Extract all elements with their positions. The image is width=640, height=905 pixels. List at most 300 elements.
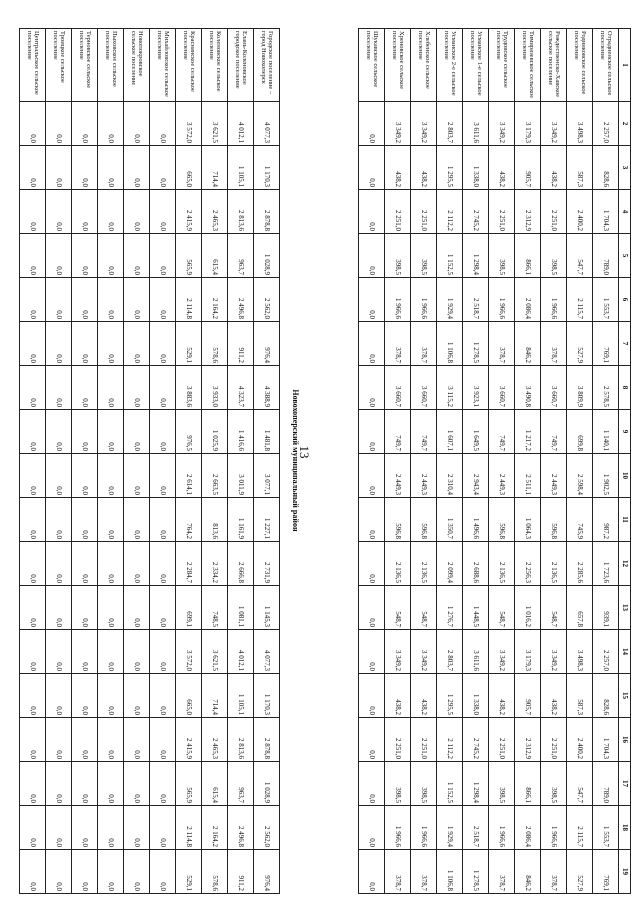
value-cell: 0,0 bbox=[72, 278, 98, 322]
value-cell: 0,0 bbox=[124, 762, 150, 806]
value-cell: 1 448,5 bbox=[463, 586, 489, 630]
value-cell: 3 349,2 bbox=[541, 102, 567, 146]
value-cell: 813,6 bbox=[202, 498, 228, 542]
value-cell: 1 140,1 bbox=[593, 410, 619, 454]
value-cell: 1 966,6 bbox=[411, 278, 437, 322]
value-cell: 1 929,4 bbox=[437, 806, 463, 850]
value-cell: 578,6 bbox=[202, 322, 228, 366]
value-cell: 2 878,8 bbox=[254, 718, 280, 762]
value-cell: 1 929,4 bbox=[437, 278, 463, 322]
value-cell: 4 077,3 bbox=[254, 630, 280, 674]
value-cell: 596,8 bbox=[541, 498, 567, 542]
value-cell: 0,0 bbox=[98, 850, 124, 894]
value-cell: 2 136,5 bbox=[411, 542, 437, 586]
value-cell: 2 518,7 bbox=[463, 278, 489, 322]
value-cell: 615,4 bbox=[202, 234, 228, 278]
value-cell: 0,0 bbox=[72, 146, 98, 190]
value-cell: 1 966,6 bbox=[385, 806, 411, 850]
value-cell: 2 878,8 bbox=[254, 190, 280, 234]
value-cell: 529,1 bbox=[176, 322, 202, 366]
value-cell: 1 278,5 bbox=[463, 322, 489, 366]
column-header: 18 bbox=[619, 806, 631, 850]
table-body bbox=[20, 29, 280, 894]
value-cell: 2 251,0 bbox=[385, 718, 411, 762]
value-cell: 0,0 bbox=[98, 278, 124, 322]
value-cell: 0,0 bbox=[359, 410, 385, 454]
value-cell: 3 349,2 bbox=[385, 630, 411, 674]
table-row bbox=[515, 29, 541, 894]
value-cell: 749,7 bbox=[411, 410, 437, 454]
value-cell: 748,5 bbox=[202, 586, 228, 630]
settlement-name-cell: Хлебенское сельское поселение bbox=[411, 29, 437, 102]
value-cell: 0,0 bbox=[20, 366, 46, 410]
value-cell: 2 164,2 bbox=[202, 806, 228, 850]
value-cell: 2 666,8 bbox=[228, 542, 254, 586]
column-header: 12 bbox=[619, 542, 631, 586]
value-cell: 2 745,2 bbox=[463, 718, 489, 762]
value-cell: 527,9 bbox=[567, 322, 593, 366]
value-cell: 4 388,9 bbox=[254, 366, 280, 410]
value-cell: 1 704,3 bbox=[593, 190, 619, 234]
value-cell: 0,0 bbox=[150, 630, 176, 674]
value-cell: 3 498,3 bbox=[567, 630, 593, 674]
value-cell: 0,0 bbox=[124, 718, 150, 762]
value-cell: 2 251,0 bbox=[541, 718, 567, 762]
value-cell: 1 350,7 bbox=[437, 498, 463, 542]
value-cell: 0,0 bbox=[359, 146, 385, 190]
value-cell: 0,0 bbox=[20, 718, 46, 762]
value-cell: 2 114,8 bbox=[176, 278, 202, 322]
value-cell: 657,8 bbox=[567, 586, 593, 630]
settlement-name-cell: Пыховское сельское поселение bbox=[98, 29, 124, 102]
value-cell: 0,0 bbox=[98, 146, 124, 190]
value-cell: 3 349,2 bbox=[489, 102, 515, 146]
value-cell: 1 028,9 bbox=[254, 762, 280, 806]
value-cell: 2 400,2 bbox=[567, 718, 593, 762]
value-cell: 749,7 bbox=[489, 410, 515, 454]
value-cell: 2 334,2 bbox=[202, 542, 228, 586]
value-cell: 0,0 bbox=[150, 278, 176, 322]
value-cell: 1 298,4 bbox=[463, 234, 489, 278]
value-cell: 0,0 bbox=[72, 322, 98, 366]
column-header: 5 bbox=[619, 234, 631, 278]
value-cell: 1 152,5 bbox=[437, 762, 463, 806]
value-cell: 1 966,6 bbox=[489, 278, 515, 322]
value-cell: 2 251,0 bbox=[411, 718, 437, 762]
value-cell: 0,0 bbox=[72, 454, 98, 498]
value-cell: 963,7 bbox=[228, 762, 254, 806]
value-cell: 2 086,4 bbox=[515, 806, 541, 850]
column-header: 6 bbox=[619, 278, 631, 322]
value-cell: 587,3 bbox=[567, 674, 593, 718]
value-cell: 2 251,0 bbox=[541, 190, 567, 234]
value-cell: 749,7 bbox=[385, 410, 411, 454]
value-cell: 1 704,3 bbox=[593, 718, 619, 762]
value-cell: 1 064,3 bbox=[515, 498, 541, 542]
value-cell: 596,8 bbox=[411, 498, 437, 542]
value-cell: 3 933,0 bbox=[202, 366, 228, 410]
value-cell: 976,5 bbox=[176, 410, 202, 454]
value-cell: 0,0 bbox=[20, 102, 46, 146]
value-cell: 547,7 bbox=[567, 234, 593, 278]
value-cell: 2 251,0 bbox=[489, 718, 515, 762]
page-number: 13 bbox=[297, 445, 312, 459]
value-cell: 0,0 bbox=[124, 454, 150, 498]
value-cell: 0,0 bbox=[98, 410, 124, 454]
value-cell: 378,7 bbox=[541, 322, 567, 366]
value-cell: 0,0 bbox=[20, 674, 46, 718]
value-cell: 846,2 bbox=[515, 850, 541, 894]
value-cell: 2 511,1 bbox=[515, 454, 541, 498]
value-cell: 0,0 bbox=[150, 542, 176, 586]
value-cell: 0,0 bbox=[98, 498, 124, 542]
value-cell: 438,2 bbox=[489, 674, 515, 718]
value-cell: 2 312,9 bbox=[515, 190, 541, 234]
value-cell: 0,0 bbox=[72, 542, 98, 586]
value-cell: 0,0 bbox=[150, 410, 176, 454]
value-cell: 565,9 bbox=[176, 234, 202, 278]
table-row bbox=[593, 29, 619, 894]
value-cell: 0,0 bbox=[46, 454, 72, 498]
value-cell: 2 112,2 bbox=[437, 190, 463, 234]
settlement-name-cell: Елань-Коленовское городское поселение bbox=[228, 29, 254, 102]
value-cell: 0,0 bbox=[72, 190, 98, 234]
value-cell: 1 496,6 bbox=[463, 498, 489, 542]
value-cell: 378,7 bbox=[411, 322, 437, 366]
value-cell: 0,0 bbox=[20, 850, 46, 894]
column-header: 7 bbox=[619, 322, 631, 366]
value-cell: 3 349,2 bbox=[411, 102, 437, 146]
value-cell: 1 338,0 bbox=[463, 674, 489, 718]
value-cell: 4 323,7 bbox=[228, 366, 254, 410]
value-cell: 1 607,1 bbox=[437, 410, 463, 454]
value-cell: 0,0 bbox=[124, 366, 150, 410]
value-cell: 0,0 bbox=[150, 234, 176, 278]
value-cell: 2 164,2 bbox=[202, 278, 228, 322]
value-cell: 0,0 bbox=[150, 850, 176, 894]
value-cell: 1 081,1 bbox=[228, 586, 254, 630]
value-cell: 0,0 bbox=[72, 102, 98, 146]
value-cell: 1 966,6 bbox=[541, 806, 567, 850]
value-cell: 0,0 bbox=[359, 322, 385, 366]
table-row bbox=[20, 29, 46, 894]
value-cell: 2 813,6 bbox=[228, 190, 254, 234]
table-row bbox=[359, 29, 385, 894]
value-cell: 905,7 bbox=[515, 674, 541, 718]
value-cell: 0,0 bbox=[124, 234, 150, 278]
value-cell: 0,0 bbox=[359, 454, 385, 498]
value-cell: 3 660,7 bbox=[385, 366, 411, 410]
value-cell: 2 663,5 bbox=[202, 454, 228, 498]
value-cell: 0,0 bbox=[98, 234, 124, 278]
value-cell: 699,8 bbox=[567, 410, 593, 454]
value-cell: 1 161,9 bbox=[228, 498, 254, 542]
value-cell: 3 621,5 bbox=[202, 630, 228, 674]
value-cell: 3 349,2 bbox=[385, 102, 411, 146]
value-cell: 2 257,0 bbox=[593, 630, 619, 674]
column-header: 13 bbox=[619, 586, 631, 630]
value-cell: 2 115,7 bbox=[567, 278, 593, 322]
value-cell: 0,0 bbox=[359, 630, 385, 674]
value-cell: 547,7 bbox=[567, 762, 593, 806]
value-cell: 714,4 bbox=[202, 146, 228, 190]
value-cell: 3 349,2 bbox=[411, 630, 437, 674]
value-cell: 0,0 bbox=[46, 718, 72, 762]
value-cell: 0,0 bbox=[150, 322, 176, 366]
value-cell: 398,5 bbox=[411, 762, 437, 806]
value-cell: 0,0 bbox=[359, 586, 385, 630]
value-cell: 0,0 bbox=[46, 102, 72, 146]
value-cell: 789,0 bbox=[593, 234, 619, 278]
value-cell: 2 496,8 bbox=[228, 806, 254, 850]
settlement-name-cell: Михайловское сельское поселение bbox=[150, 29, 176, 102]
settlement-name-cell: Шукавское сельское поселение bbox=[359, 29, 385, 102]
value-cell: 0,0 bbox=[46, 542, 72, 586]
value-cell: 2 688,6 bbox=[463, 542, 489, 586]
table-row bbox=[385, 29, 411, 894]
value-cell: 438,2 bbox=[489, 146, 515, 190]
settlement-name-cell: Городское поселение – город Новохоперск bbox=[254, 29, 280, 102]
value-cell: 2 115,7 bbox=[567, 806, 593, 850]
value-cell: 0,0 bbox=[20, 146, 46, 190]
value-cell: 0,0 bbox=[150, 718, 176, 762]
value-cell: 2 415,9 bbox=[176, 718, 202, 762]
value-cell: 976,4 bbox=[254, 850, 280, 894]
table-row bbox=[150, 29, 176, 894]
value-cell: 2 449,3 bbox=[385, 454, 411, 498]
value-cell: 438,2 bbox=[411, 674, 437, 718]
value-cell: 1 902,5 bbox=[593, 454, 619, 498]
value-cell: 0,0 bbox=[46, 366, 72, 410]
value-cell: 2 614,1 bbox=[176, 454, 202, 498]
value-cell: 0,0 bbox=[46, 586, 72, 630]
table-row bbox=[46, 29, 72, 894]
value-cell: 2 251,0 bbox=[489, 190, 515, 234]
value-cell: 2 449,3 bbox=[489, 454, 515, 498]
value-cell: 0,0 bbox=[20, 586, 46, 630]
value-cell: 4 012,1 bbox=[228, 630, 254, 674]
table-row bbox=[437, 29, 463, 894]
value-cell: 438,2 bbox=[385, 146, 411, 190]
value-cell: 2 257,0 bbox=[593, 102, 619, 146]
value-cell: 0,0 bbox=[124, 586, 150, 630]
value-cell: 0,0 bbox=[72, 234, 98, 278]
value-cell: 587,3 bbox=[567, 146, 593, 190]
value-cell: 3 115,2 bbox=[437, 366, 463, 410]
value-cell: 2 112,2 bbox=[437, 718, 463, 762]
value-cell: 0,0 bbox=[72, 674, 98, 718]
value-cell: 1 276,7 bbox=[437, 586, 463, 630]
value-cell: 0,0 bbox=[359, 542, 385, 586]
column-header: 8 bbox=[619, 366, 631, 410]
value-cell: 1 170,3 bbox=[254, 674, 280, 718]
value-cell: 939,1 bbox=[593, 586, 619, 630]
value-cell: 4 077,3 bbox=[254, 102, 280, 146]
value-cell: 745,9 bbox=[567, 498, 593, 542]
value-cell: 1 025,9 bbox=[202, 410, 228, 454]
value-cell: 764,2 bbox=[176, 498, 202, 542]
value-cell: 0,0 bbox=[98, 454, 124, 498]
value-cell: 438,2 bbox=[385, 674, 411, 718]
value-cell: 3 572,0 bbox=[176, 630, 202, 674]
value-cell: 398,5 bbox=[411, 234, 437, 278]
value-cell: 976,4 bbox=[254, 322, 280, 366]
value-cell: 398,5 bbox=[489, 234, 515, 278]
table-row bbox=[463, 29, 489, 894]
settlement-name-cell: Отрадненское сельское поселение bbox=[593, 29, 619, 102]
value-cell: 0,0 bbox=[150, 146, 176, 190]
value-cell: 0,0 bbox=[359, 278, 385, 322]
table-row bbox=[489, 29, 515, 894]
value-cell: 2 598,4 bbox=[567, 454, 593, 498]
value-cell: 1 649,5 bbox=[463, 410, 489, 454]
value-cell: 0,0 bbox=[124, 410, 150, 454]
value-cell: 2 310,4 bbox=[437, 454, 463, 498]
value-cell: 1 416,6 bbox=[228, 410, 254, 454]
table-row bbox=[202, 29, 228, 894]
value-cell: 0,0 bbox=[359, 234, 385, 278]
value-cell: 1 298,4 bbox=[463, 762, 489, 806]
value-cell: 0,0 bbox=[72, 586, 98, 630]
value-cell: 3 498,3 bbox=[567, 102, 593, 146]
value-cell: 1 170,3 bbox=[254, 146, 280, 190]
value-cell: 0,0 bbox=[124, 674, 150, 718]
value-cell: 1 106,8 bbox=[437, 322, 463, 366]
settlement-name-cell: Хреновское сельское поселение bbox=[385, 29, 411, 102]
value-cell: 0,0 bbox=[20, 630, 46, 674]
value-cell: 2 496,8 bbox=[228, 278, 254, 322]
table-row bbox=[72, 29, 98, 894]
column-header: 16 bbox=[619, 718, 631, 762]
value-cell: 2 518,7 bbox=[463, 806, 489, 850]
value-cell: 378,7 bbox=[541, 850, 567, 894]
value-cell: 0,0 bbox=[98, 322, 124, 366]
value-cell: 2 562,0 bbox=[254, 278, 280, 322]
value-cell: 1 481,8 bbox=[254, 410, 280, 454]
value-cell: 699,1 bbox=[176, 586, 202, 630]
value-cell: 398,5 bbox=[541, 234, 567, 278]
value-cell: 911,2 bbox=[228, 322, 254, 366]
value-cell: 548,7 bbox=[541, 586, 567, 630]
value-cell: 0,0 bbox=[150, 454, 176, 498]
value-cell: 0,0 bbox=[150, 366, 176, 410]
value-cell: 378,7 bbox=[489, 322, 515, 366]
value-cell: 0,0 bbox=[46, 410, 72, 454]
table-row bbox=[541, 29, 567, 894]
value-cell: 963,7 bbox=[228, 234, 254, 278]
value-cell: 2 114,8 bbox=[176, 806, 202, 850]
value-cell: 769,1 bbox=[593, 322, 619, 366]
value-cell: 378,7 bbox=[385, 850, 411, 894]
value-cell: 398,5 bbox=[385, 762, 411, 806]
value-cell: 3 349,2 bbox=[541, 630, 567, 674]
value-cell: 378,7 bbox=[411, 850, 437, 894]
value-cell: 3 011,9 bbox=[228, 454, 254, 498]
value-cell: 2 449,3 bbox=[411, 454, 437, 498]
value-cell: 3 923,1 bbox=[463, 366, 489, 410]
value-cell: 378,7 bbox=[385, 322, 411, 366]
value-cell: 0,0 bbox=[20, 322, 46, 366]
value-cell: 0,0 bbox=[124, 806, 150, 850]
value-cell: 0,0 bbox=[98, 586, 124, 630]
column-header: 10 bbox=[619, 454, 631, 498]
table-part-2 bbox=[19, 28, 280, 894]
value-cell: 0,0 bbox=[98, 542, 124, 586]
settlement-name-cell: Рождественско-Хавское сельское поселение bbox=[541, 29, 567, 102]
value-cell: 438,2 bbox=[541, 146, 567, 190]
column-header: 9 bbox=[619, 410, 631, 454]
table-row bbox=[411, 29, 437, 894]
value-cell: 0,0 bbox=[20, 234, 46, 278]
value-cell: 1 723,6 bbox=[593, 542, 619, 586]
settlement-name-cell: Троицкое сельское поселение bbox=[46, 29, 72, 102]
value-cell: 3 611,6 bbox=[463, 630, 489, 674]
value-cell: 548,7 bbox=[411, 586, 437, 630]
value-cell: 0,0 bbox=[359, 498, 385, 542]
value-cell: 714,4 bbox=[202, 674, 228, 718]
value-cell: 4 012,1 bbox=[228, 102, 254, 146]
value-cell: 0,0 bbox=[46, 498, 72, 542]
column-header: 2 bbox=[619, 102, 631, 146]
value-cell: 0,0 bbox=[124, 498, 150, 542]
value-cell: 0,0 bbox=[150, 498, 176, 542]
value-cell: 0,0 bbox=[359, 850, 385, 894]
value-cell: 3 490,8 bbox=[515, 366, 541, 410]
value-cell: 0,0 bbox=[359, 102, 385, 146]
value-cell: 0,0 bbox=[124, 278, 150, 322]
settlement-name-cell: Краснянское сельское поселение bbox=[176, 29, 202, 102]
table-row bbox=[228, 29, 254, 894]
value-cell: 749,7 bbox=[541, 410, 567, 454]
table-part-1 bbox=[358, 28, 631, 894]
value-cell: 2 136,5 bbox=[489, 542, 515, 586]
value-cell: 0,0 bbox=[46, 322, 72, 366]
value-cell: 2 745,2 bbox=[463, 190, 489, 234]
value-cell: 2 136,5 bbox=[385, 542, 411, 586]
table-body bbox=[359, 29, 619, 894]
value-cell: 0,0 bbox=[98, 674, 124, 718]
value-cell: 0,0 bbox=[46, 806, 72, 850]
column-header: 19 bbox=[619, 850, 631, 894]
value-cell: 596,8 bbox=[489, 498, 515, 542]
value-cell: 3 077,1 bbox=[254, 454, 280, 498]
value-cell: 2 256,3 bbox=[515, 542, 541, 586]
value-cell: 0,0 bbox=[46, 630, 72, 674]
value-cell: 789,0 bbox=[593, 762, 619, 806]
value-cell: 527,9 bbox=[567, 850, 593, 894]
column-header: 4 bbox=[619, 190, 631, 234]
value-cell: 1 966,6 bbox=[541, 278, 567, 322]
value-cell: 828,6 bbox=[593, 674, 619, 718]
value-cell: 1 338,0 bbox=[463, 146, 489, 190]
value-cell: 665,0 bbox=[176, 674, 202, 718]
settlement-name-cell: Усманское 2-е сельское поселение bbox=[437, 29, 463, 102]
value-cell: 866,1 bbox=[515, 234, 541, 278]
value-cell: 0,0 bbox=[124, 850, 150, 894]
value-cell: 2 943,4 bbox=[463, 454, 489, 498]
column-header: 14 bbox=[619, 630, 631, 674]
value-cell: 0,0 bbox=[124, 102, 150, 146]
rotated-page-content bbox=[26, 28, 631, 893]
table-row bbox=[176, 29, 202, 894]
value-cell: 0,0 bbox=[359, 762, 385, 806]
value-cell: 911,2 bbox=[228, 850, 254, 894]
value-cell: 0,0 bbox=[46, 146, 72, 190]
value-cell: 0,0 bbox=[46, 190, 72, 234]
value-cell: 0,0 bbox=[46, 762, 72, 806]
value-cell: 0,0 bbox=[72, 762, 98, 806]
value-cell: 398,5 bbox=[541, 762, 567, 806]
